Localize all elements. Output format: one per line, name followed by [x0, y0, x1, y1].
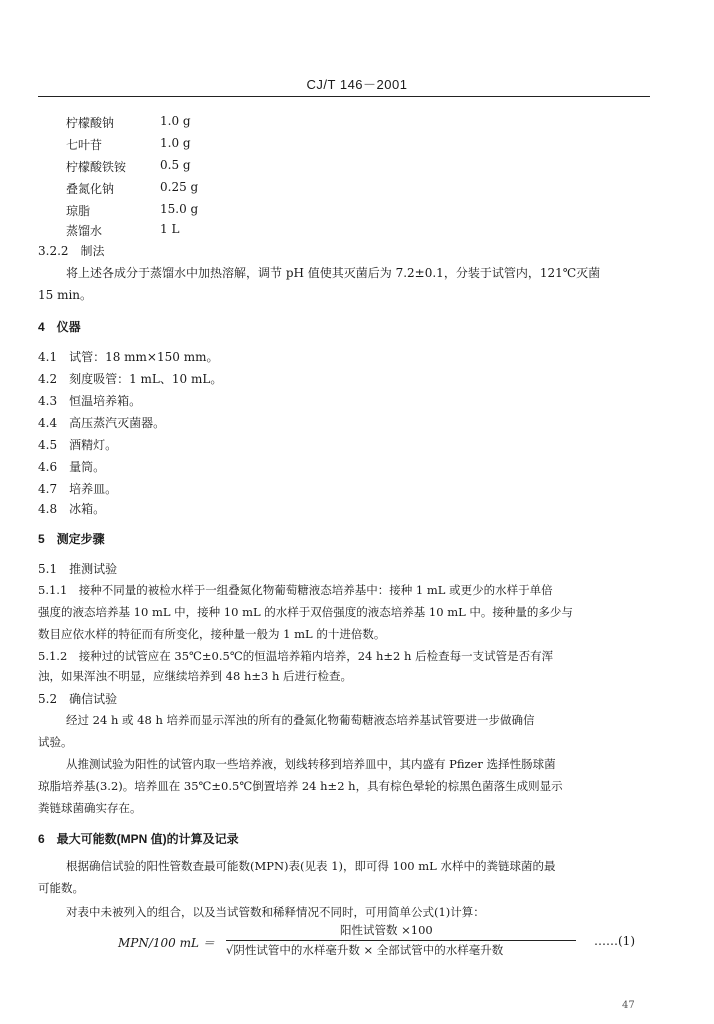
section-5-1-2-text: 5.1.2 接种过的试管应在 35℃±0.5℃的恒温培养箱内培养，24 h±2 h 后检查每一支试管是否有浑 — [38, 649, 554, 663]
formula-lhs: MPN/100 mL ＝ — [118, 936, 215, 950]
instrument-item: 4.8 冰箱。 — [38, 502, 106, 516]
ingredient-amount: 1 L — [160, 222, 180, 236]
section-5-heading: 5 测定步骤 — [38, 532, 105, 546]
ingredient-name: 蒸馏水 — [66, 224, 103, 238]
section-6-text: 根据确信试验的阳性管数查最可能数(MPN)表(见表 1)，即可得 100 mL 水样中的粪链球菌的最 — [66, 859, 556, 873]
ingredient-amount: 1.0 g — [160, 114, 191, 128]
section-3-2-2-text: 将上述各成分于蒸馏水中加热溶解，调节 pH 值使其灭菌后为 7.2±0.1，分装于试管内，121℃灭菌 — [66, 266, 601, 280]
ingredient-name: 柠檬酸铁铵 — [66, 160, 127, 174]
section-5-2-text: 粪链球菌确实存在。 — [38, 801, 142, 815]
formula-fraction-bar — [226, 940, 576, 941]
ingredient-name: 叠氮化钠 — [66, 182, 115, 196]
section-5-2-heading: 5.2 确信试验 — [38, 692, 118, 706]
section-5-2-text: 经过 24 h 或 48 h 培养而显示浑浊的所有的叠氮化物葡萄糖液态培养基试管要进一步做确信 — [66, 713, 535, 727]
ingredient-amount: 15.0 g — [160, 202, 199, 216]
section-5-1-1-text: 数目应依水样的特征而有所变化，接种量一般为 1 mL 的十进倍数。 — [38, 627, 386, 641]
section-4-heading: 4 仪器 — [38, 320, 81, 334]
formula-numerator: 阳性试管数 ×100 — [340, 923, 433, 937]
section-6-text: 可能数。 — [38, 881, 84, 895]
page-number: 47 — [622, 1000, 635, 1011]
instrument-item: 4.5 酒精灯。 — [38, 438, 118, 452]
formula-number: ……(1) — [594, 934, 635, 948]
ingredient-name: 柠檬酸钠 — [66, 116, 115, 130]
section-5-2-text: 试验。 — [38, 735, 73, 749]
instrument-item: 4.6 量筒。 — [38, 460, 106, 474]
section-6-heading: 6 最大可能数(MPN 值)的计算及记录 — [38, 832, 239, 846]
ingredient-amount: 1.0 g — [160, 136, 191, 150]
section-5-2-text: 琼脂培养基(3.2)。培养皿在 35℃±0.5℃倒置培养 24 h±2 h，具有棕色晕轮的棕黑色菌落生成则显示 — [38, 779, 563, 793]
formula-denominator: √阴性试管中的水样毫升数 × 全部试管中的水样毫升数 — [226, 943, 504, 957]
section-5-1-heading: 5.1 推测试验 — [38, 562, 118, 576]
ingredient-name: 七叶苷 — [66, 138, 103, 152]
header-rule — [38, 96, 650, 97]
instrument-item: 4.4 高压蒸汽灭菌器。 — [38, 416, 166, 430]
instrument-item: 4.2 刻度吸管：1 mL、10 mL。 — [38, 372, 223, 386]
instrument-item: 4.7 培养皿。 — [38, 482, 118, 496]
section-5-2-text: 从推测试验为阳性的试管内取一些培养液，划线转移到培养皿中，其内盛有 Pfizer 选择性肠球菌 — [66, 757, 556, 771]
instrument-item: 4.3 恒温培养箱。 — [38, 394, 142, 408]
standard-header: CJ/T 146－2001 — [306, 77, 408, 92]
ingredient-amount: 0.5 g — [160, 158, 191, 172]
section-3-2-2-heading: 3.2.2 制法 — [38, 244, 105, 258]
section-5-1-2-text: 浊，如果浑浊不明显，应继续培养到 48 h±3 h 后进行检查。 — [38, 669, 353, 683]
section-5-1-1-text: 5.1.1 接种不同量的被检水样于一组叠氮化物葡萄糖液态培养基中：接种 1 mL 或更少的水样于单倍 — [38, 583, 553, 597]
section-6-text: 对表中未被列入的组合，以及当试管数和稀释情况不同时，可用简单公式(1)计算： — [66, 905, 485, 919]
ingredient-name: 琼脂 — [66, 204, 91, 218]
ingredient-amount: 0.25 g — [160, 180, 199, 194]
section-3-2-2-text: 15 min。 — [38, 288, 93, 302]
section-5-1-1-text: 强度的液态培养基 10 mL 中，接种 10 mL 的水样于双倍强度的液态培养基 10 mL 中。接种量的多少与 — [38, 605, 573, 619]
instrument-item: 4.1 试管：18 mm×150 mm。 — [38, 350, 219, 364]
